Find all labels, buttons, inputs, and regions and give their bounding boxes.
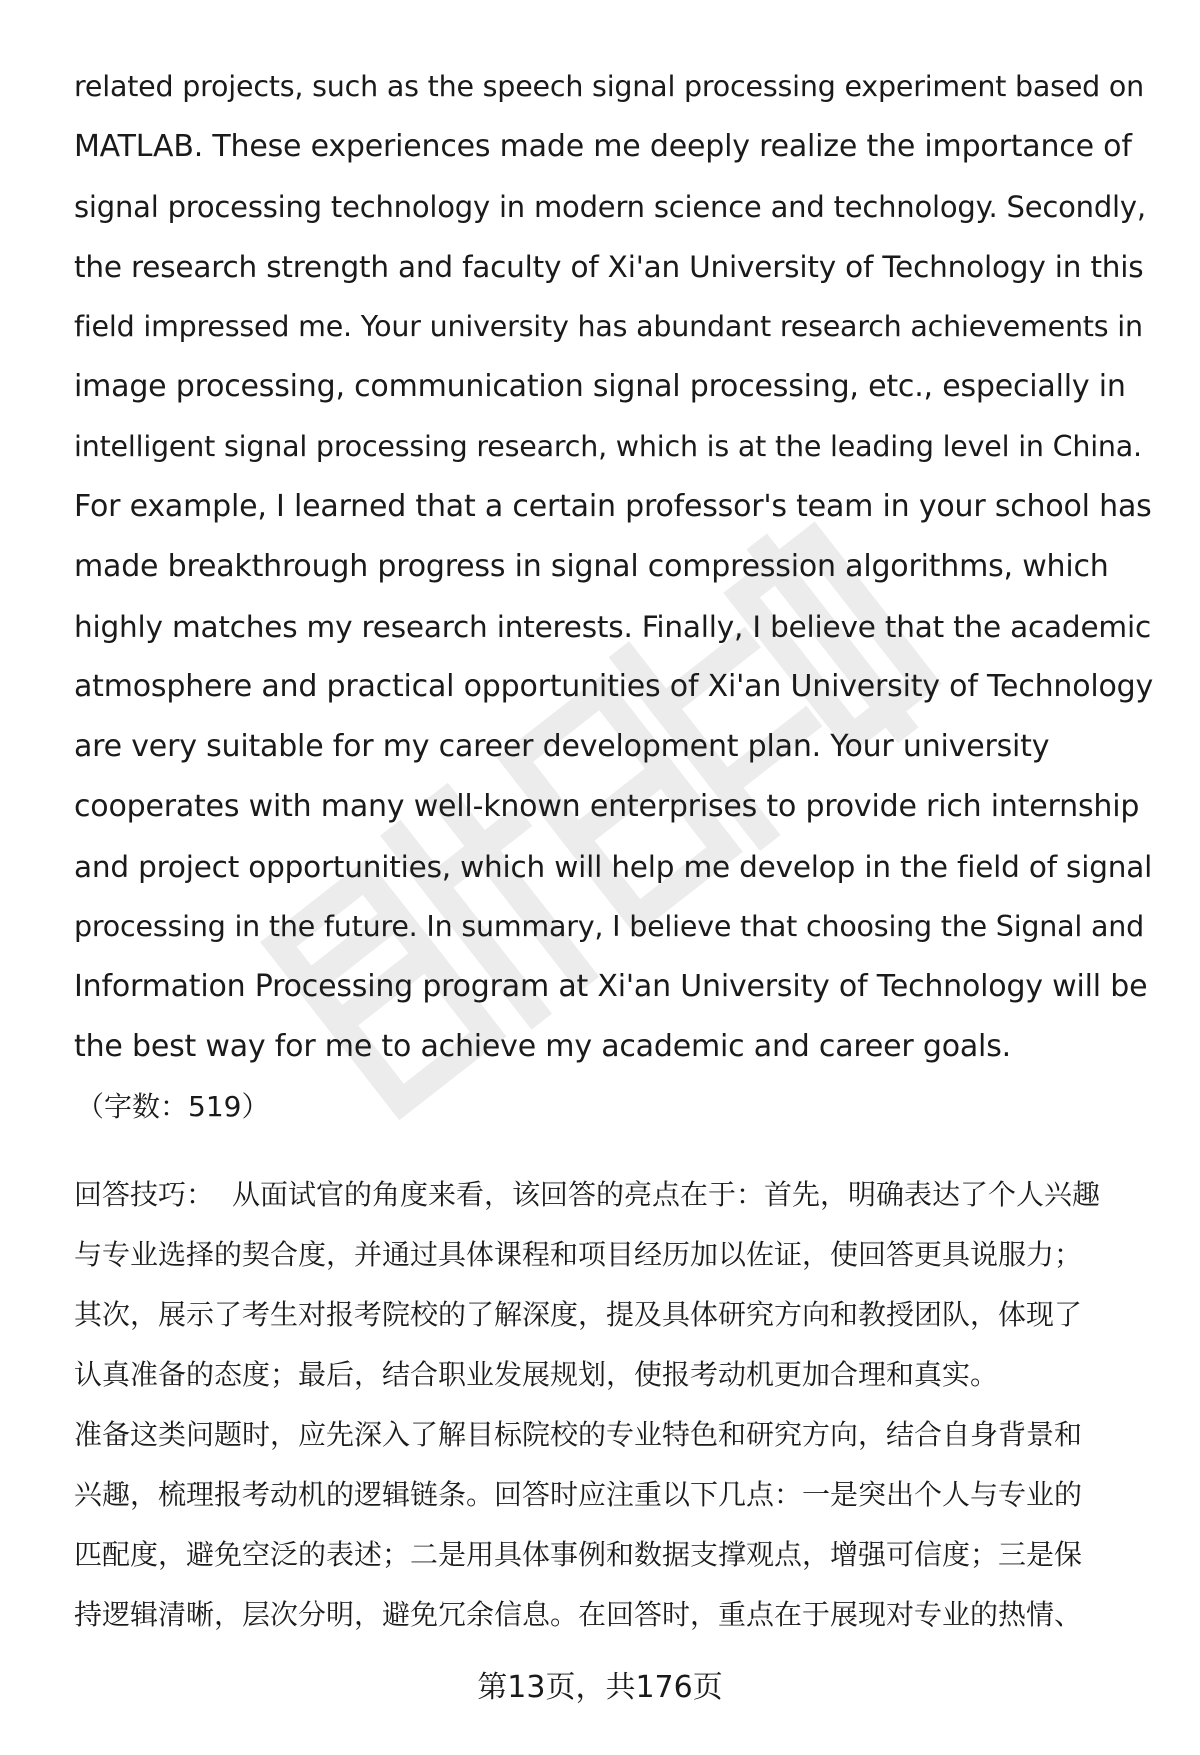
section-gap [74,1137,1154,1165]
answer-line: field impressed me. Your university has abundant research achievements in [74,310,1143,343]
answer-line: MATLAB. These experiences made me deeply realize the importance of [74,129,1132,164]
tips-line: 兴趣，梳理报考动机的逻辑链条。回答时应注重以下几点：一是突出个人与专业的 [74,1478,1083,1511]
answer-line: Information Processing program at Xi'an University of Technology will be [74,969,1148,1004]
tips-line: 与专业选择的契合度，并通过具体课程和项目经历加以佐证，使回答更具说服力； [74,1238,1083,1271]
tips-section [74,1165,1154,1645]
page-number-footer: 第13页，共176页 [477,1670,723,1705]
answer-line: highly matches my research interests. Finally, I believe that the academic [74,610,1151,644]
answer-line: atmosphere and practical opportunities of Xi'an University of Technology [74,669,1154,704]
answer-line: the best way for me to achieve my academic and career goals. [74,1029,1011,1064]
answer-line: image processing, communication signal processing, etc., especially in [74,369,1126,404]
tips-line: 匹配度，避免空泛的表述；二是用具体事例和数据支撑观点，增强可信度；三是保 [74,1538,1083,1571]
answer-line: related projects, such as the speech signal processing experiment based on [74,70,1145,103]
answer-line: made breakthrough progress in signal compression algorithms, which [74,549,1109,584]
page-content [74,57,1154,1645]
tips-line: 从面试官的角度来看，该回答的亮点在于：首先，明确表达了个人兴趣 [232,1178,1101,1211]
tips-line: 其次，展示了考生对报考院校的了解深度，提及具体研究方向和教授团队，体现了 [74,1298,1083,1331]
tips-line: 持逻辑清晰，层次分明，避免冗余信息。在回答时，重点在于展现对专业的热情、 [74,1598,1083,1631]
answer-line: For example, I learned that a certain professor's team in your school has [74,489,1152,524]
tips-line: 认真准备的态度；最后，结合职业发展规划，使报考动机更加合理和真实。 [74,1358,999,1391]
tips-line: 准备这类问题时，应先深入了解目标院校的专业特色和研究方向，结合自身背景和 [74,1418,1083,1451]
answer-line: are very suitable for my career development plan. Your university [74,729,1050,764]
answer-line: signal processing technology in modern science and technology. Secondly, [74,190,1146,224]
answer-line: cooperates with many well-known enterprises to provide rich internship [74,789,1140,824]
word-count: （字数：519） [76,1090,270,1123]
answer-line: intelligent signal processing research, which is at the leading level in China. [74,430,1142,463]
answer-line: and project opportunities, which will help me develop in the field of signal [74,850,1153,884]
answer-line: processing in the future. In summary, I believe that choosing the Signal and [74,910,1145,943]
tips-first-line [74,1165,1154,1225]
tips-label: 回答技巧： [74,1178,215,1211]
answer-paragraph [74,57,1154,1077]
answer-line: the research strength and faculty of Xi'an University of Technology in this [74,250,1144,284]
